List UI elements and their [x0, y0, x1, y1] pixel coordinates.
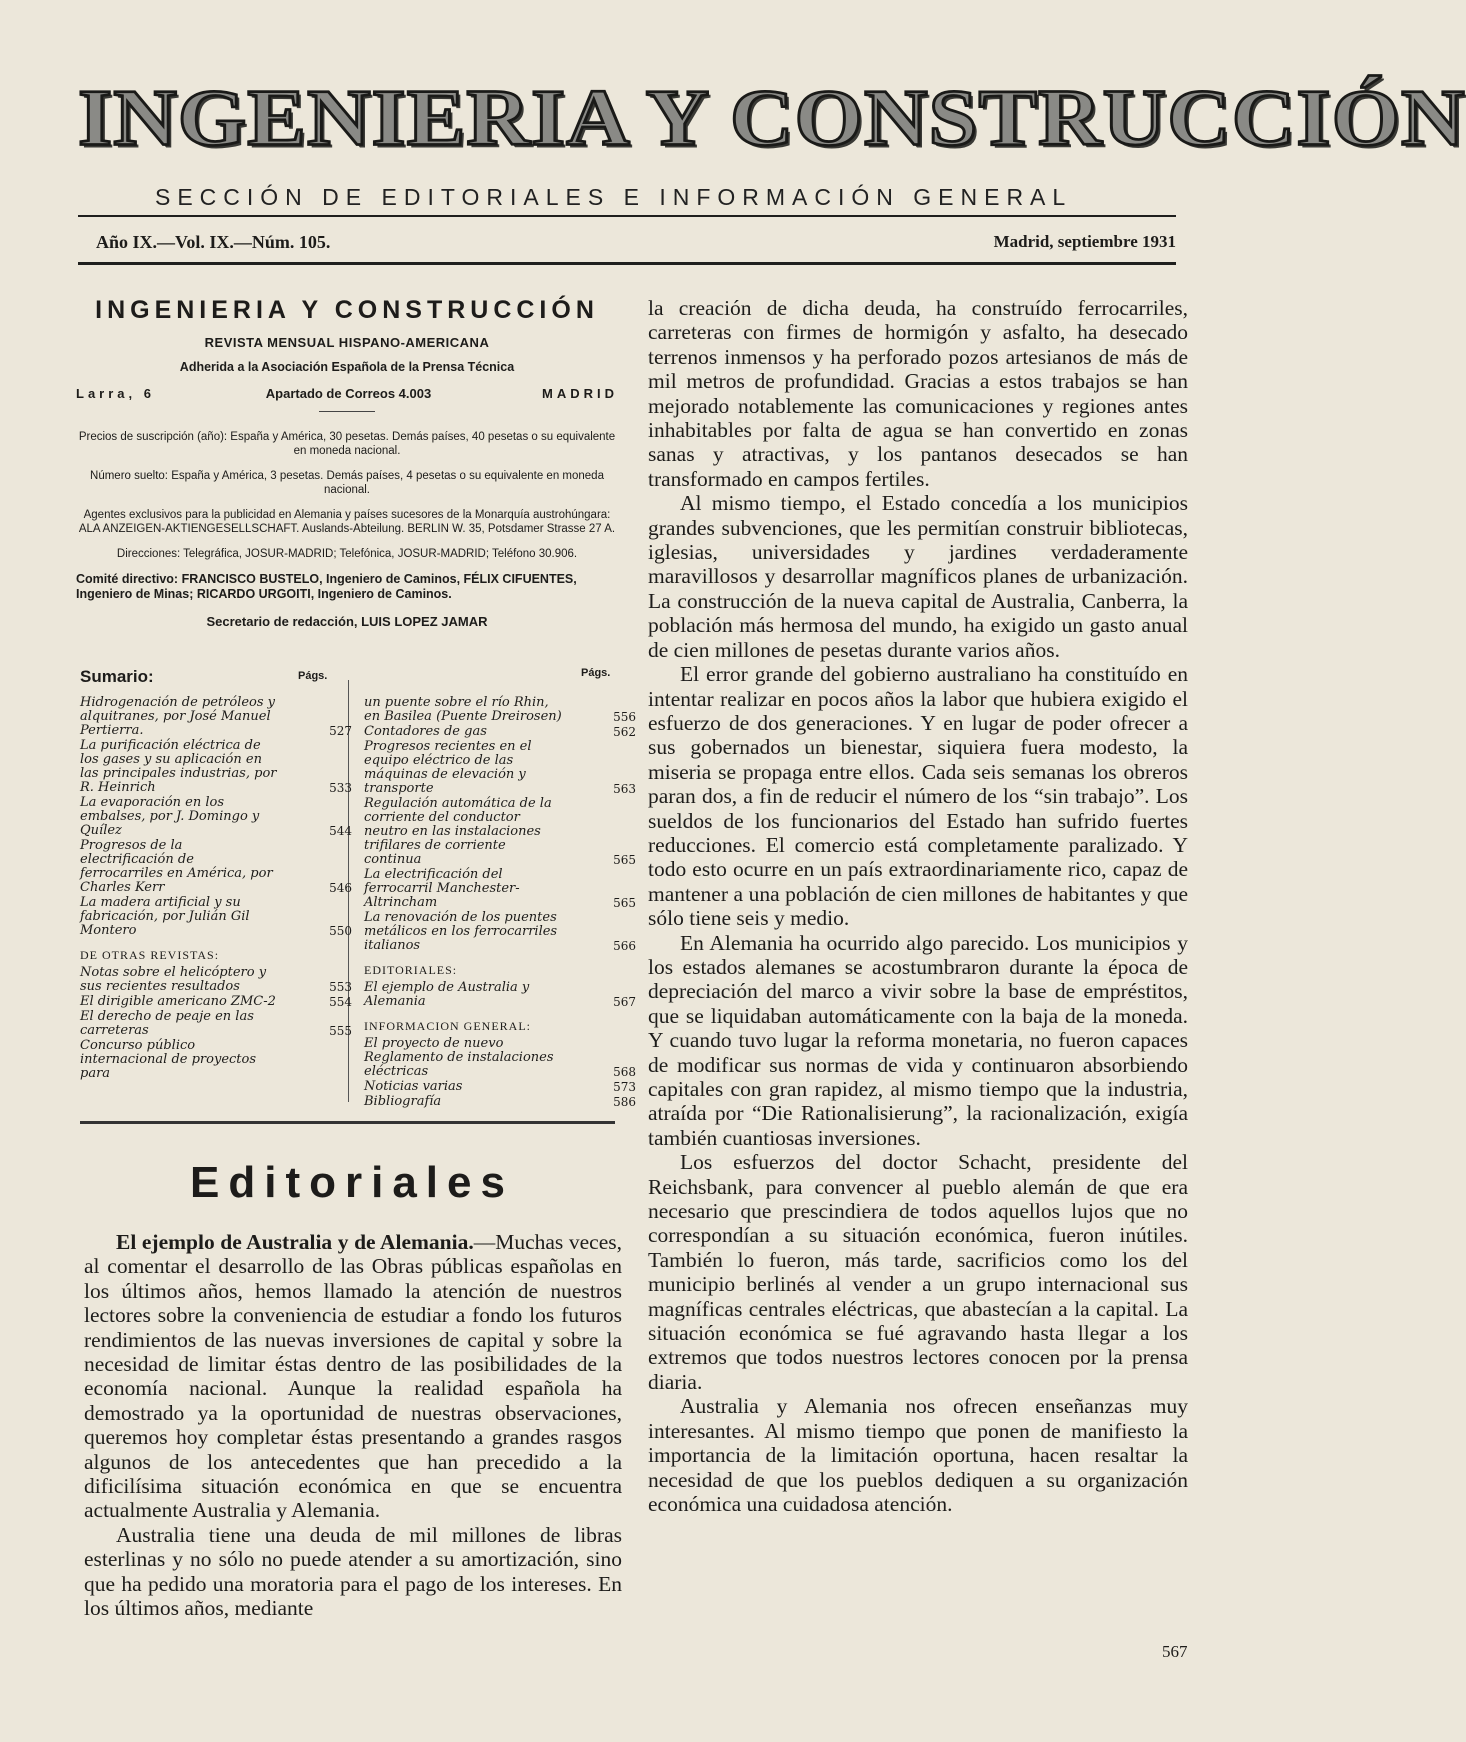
colophon-title: INGENIERIA Y CONSTRUCCIÓN [95, 296, 599, 324]
colophon-address [76, 386, 618, 401]
summary-entry [364, 1036, 636, 1079]
colophon-divider [319, 411, 375, 412]
issue-number: Año IX.—Vol. IX.—Núm. 105. [96, 232, 331, 252]
article-paragraph: El error grande del gobierno australiano ha constituído en intentar realizar en pocos años la labor que hubiera exigido el esfuerzo de dos generaciones. Y en lugar de poder ofrecer a sus gobernados un bienestar, siquiera fuera modesto, la miseria se propaga entre ellos. Cada seis semanas los obreros paran dos, a fin de reducir el número de los “sin trabajo”. Los sueldos de los funcionarios del Estado han sufrido fuertes reducciones. El comercio está completamente paralizado. Y todo esto ocurre en un país extraordinariamente rico, capaz de mantener a una población de cien millones de habitantes y que sólo tiene seis y medio. [648, 662, 1188, 931]
summary-entry [364, 910, 636, 953]
summary-entry-title: La madera artificial y su fabricación, por Julián Gil Montero [80, 895, 250, 938]
summary-heading: Sumario: [80, 667, 154, 686]
summary-entry-title: Hidrogenación de petróleos y alquitranes, por José Manuel Pertierra. [80, 695, 276, 738]
summary-entry [80, 838, 352, 895]
page-number: 567 [1162, 1642, 1188, 1661]
editorial-secretary: Secretario de redacción, LUIS LOPEZ JAMAR [206, 614, 488, 629]
summary-entry-page: 566 [613, 939, 636, 953]
directive-committee: Comité directivo: FRANCISCO BUSTELO, Ingeniero de Caminos, FÉLIX CIFUENTES, Ingeniero de Minas; RICARDO URGOITI, Ingeniero de Caminos. [76, 572, 577, 601]
summary-entry [364, 980, 636, 1009]
table-of-contents [76, 664, 636, 1109]
summary-entry [364, 867, 636, 910]
article-paragraph: la creación de dicha deuda, ha construído ferrocarriles, carreteras con firmes de hormigón y asfalto, ha desecado terrenos inmensos y ha perforado pozos artesianos de más de mil metros de profundidad. Gracias a estos trabajos se han mejorado notablemente las comunicaciones y regiones antes inhabitables por falta de agua se han convertido en zonas sanas y atractivas, y los pantanos desecados se han transformado en campos fertiles. [648, 296, 1188, 491]
article-paragraph [84, 1230, 622, 1523]
summary-entry [364, 1094, 636, 1109]
summary-entry [364, 695, 636, 724]
summary-entry-title: Notas sobre el helicóptero y sus recientes resultados [80, 965, 267, 994]
colophon-adherida: Adherida a la Asociación Española de la Prensa Técnica [179, 360, 515, 374]
summary-entry-title: El proyecto de nuevo Reglamento de instalaciones eléctricas [364, 1036, 554, 1079]
article-left-column [84, 1230, 622, 1621]
summary-entry-page: 550 [329, 924, 352, 938]
article-title: El ejemplo de Australia y de Alemania. [116, 1230, 474, 1254]
summary-entry [80, 795, 352, 838]
summary-entry-page: 568 [613, 1065, 636, 1079]
summary-entry [80, 1009, 352, 1038]
summary-entry-title: La evaporación en los embalses, por J. Domingo y Quílez [80, 795, 260, 838]
single-issue-price: Número suelto: España y América, 3 pesetas. Demás países, 4 pesetas o su equivalente en moneda nacional. [90, 470, 604, 496]
summary-entry-title: La electrificación del ferrocarril Manchester-Altrincham [364, 867, 520, 910]
issue-date: Madrid, septiembre 1931 [993, 232, 1176, 251]
colophon [76, 296, 618, 637]
contact-addresses: Direcciones: Telegráfica, JOSUR-MADRID; Telefónica, JOSUR-MADRID; Teléfono 30.906. [116, 548, 578, 560]
summary-entry-title: El dirigible americano ZMC-2 [80, 994, 276, 1009]
masthead-subtitle: SECCIÓN DE EDITORIALES E INFORMACIÓN GENERAL [155, 184, 1073, 210]
summary-entry-page: 527 [329, 724, 352, 738]
summary-entry-title: La renovación de los puentes metálicos en los ferrocarriles italianos [364, 910, 558, 953]
summary-entry-page: 573 [613, 1080, 636, 1094]
summary-entry [80, 895, 352, 938]
masthead-rule-top [78, 215, 1176, 217]
masthead-title: INGENIERIA Y CONSTRUCCIÓN [78, 73, 1466, 163]
summary-entry-page: 554 [329, 995, 352, 1009]
summary-column-right [364, 695, 636, 1110]
summary-entry-page: 563 [613, 782, 636, 796]
address-street: Larra, 6 [76, 386, 155, 401]
summary-entry-page: 586 [613, 1095, 636, 1109]
section-label-otras: DE OTRAS REVISTAS: [80, 948, 220, 962]
summary-entry-page: 567 [613, 995, 636, 1009]
summary-entry-title: Concurso público internacional de proyectos para [80, 1038, 257, 1081]
summary-entry-title: El ejemplo de Australia y Alemania [364, 980, 530, 1009]
section-heading: Editoriales [190, 1158, 514, 1207]
summary-entry [80, 965, 352, 994]
summary-entry-page: 556 [613, 710, 636, 724]
summary-entry-page: 544 [329, 824, 352, 838]
summary-entry-title: El derecho de peaje en las carreteras [80, 1009, 254, 1038]
summary-entry [364, 1079, 636, 1094]
article-paragraph: Los esfuerzos del doctor Schacht, presidente del Reichsbank, para convencer al pueblo alemán de que era necesario que prescindiera de todos aquellos lujos que no correspondían a su situación económica, fueron inútiles. También lo fueron, más tarde, sacrificios como los del municipio berlinés al vender a un grupo internacional sus magníficas centrales eléctricas, que abastecían a la capital. La situación económica se fué agravando hasta llegar a los extremos que todos nuestros lectores conocen por la prensa diaria. [648, 1150, 1188, 1394]
summary-bottom-rule [80, 1121, 615, 1124]
article-paragraph: Australia y Alemania nos ofrecen enseñanzas muy interesantes. Al mismo tiempo que ponen de manifiesto la importancia de la limitación oportuna, hacen resaltar la necesidad de que los pueblos dediquen a su organización económica una cuidadosa atención. [648, 1394, 1188, 1516]
summary-entry [80, 695, 352, 738]
article-paragraph: Australia tiene una deuda de mil millones de libras esterlinas y no sólo no puede atender a su amortización, sino que ha pedido una moratoria para el pago de los intereses. En los últimos años, mediante [84, 1522, 622, 1621]
summary-entry-title: Regulación automática de la corriente del conductor neutro en las instalaciones trifilares de corriente continua [364, 796, 552, 867]
summary-entry-title: Progresos de la electrificación de ferrocarriles en América, por Charles Kerr [80, 838, 273, 895]
article-lead-text: —Muchas veces, al comentar el desarrollo de las Obras públicas españolas en los últimos años, hemos llamado la atención de nuestros lectores sobre la conveniencia de estudiar a fondo los futuros rendimientos de las nuevas inversiones de capital y sobre la necesidad de limitar éstas dentro de las posibilidades de la economía nacional. Aunque la realidad española ha demostrado ya la oportunidad de nuestras observaciones, queremos hoy completar éstas presentando a grandes rasgos algunos de los antecedentes que han precedido a la dificilísima situación económica en que se encuentra actualmente Australia y Alemania. [84, 1230, 622, 1523]
summary-entry [364, 739, 636, 796]
summary-entry-page: 533 [329, 781, 352, 795]
pages-label-left: Págs. [298, 670, 328, 682]
section-label-editoriales: EDITORIALES: [364, 963, 458, 977]
summary-entry-title: La purificación eléctrica de los gases y su aplicación en las principales industrias, por R. Heinrich [80, 738, 277, 795]
summary-entry-page: 546 [329, 881, 352, 895]
summary-entry-page: 562 [613, 725, 636, 739]
summary-entry [80, 1039, 310, 1081]
colophon-subtitle: REVISTA MENSUAL HISPANO-AMERICANA [204, 335, 490, 350]
summary-entry [80, 738, 352, 795]
masthead-rule-bottom [78, 262, 1176, 265]
address-city: MADRID [542, 386, 618, 401]
article-right-column [648, 296, 1188, 1516]
pages-label-right: Págs. [581, 667, 611, 679]
summary-entry-page: 555 [329, 1024, 352, 1038]
summary-entry-title: un puente sobre el río Rhin, en Basilea (Puente Dreirosen) [364, 695, 562, 724]
summary-column-left [80, 695, 352, 1082]
summary-entry-title: Noticias varias [364, 1079, 463, 1094]
summary-entry-page: 553 [329, 980, 352, 994]
subscription-prices: Precios de suscripción (año): España y América, 30 pesetas. Demás países, 40 pesetas o su equivalente en moneda nacional. [78, 431, 616, 457]
article-paragraph: Al mismo tiempo, el Estado concedía a los municipios grandes subvenciones, que les permitían construir bibliotecas, iglesias, universidades y jardines verdaderamente maravillosos y desarrollar magníficos planes de urbanización. La construcción de la nueva capital de Australia, Canberra, la población más hermosa del mundo, ha exigido un gasto anual de cien millones de pesetas durante varios años. [648, 491, 1188, 662]
summary-entry-page: 565 [613, 853, 636, 867]
summary-entry [364, 796, 636, 867]
summary-entry [80, 994, 352, 1009]
address-box: Apartado de Correos 4.003 [265, 386, 432, 401]
summary-entry-title: Bibliografía [364, 1094, 442, 1109]
article-paragraph: En Alemania ha ocurrido algo parecido. Los municipios y los estados alemanes se acostumbraron durante la época de depreciación del marco a vivir sobre la base de empréstitos, que se liquidaban automáticamente con la baja de la moneda. Y cuando tuvo lugar la reforma monetaria, no fueron capaces de modificar sus normas de vida y continuaron absorbiendo capitales con gran rapidez, al mismo tiempo que la industria, atraída por “Die Rationalisierung”, la racionalización, exigía también cuantiosas inversiones. [648, 930, 1188, 1150]
section-label-informacion: INFORMACION GENERAL: [364, 1019, 531, 1033]
summary-entry-page: 565 [613, 896, 636, 910]
summary-entry-title: Contadores de gas [364, 724, 487, 739]
summary-entry [364, 724, 636, 739]
summary-entry-title: Progresos recientes en el equipo eléctrico de las máquinas de elevación y transporte [364, 739, 532, 796]
advertising-agents: Agentes exclusivos para la publicidad en Alemania y países sucesores de la Monarquía austrohúngara: ALA ANZEIGEN-AKTIENGESELLSCHAFT. Auslands-Abteilung. BERLIN W. 35, Potsdamer Strasse 27 A. [78, 509, 616, 535]
